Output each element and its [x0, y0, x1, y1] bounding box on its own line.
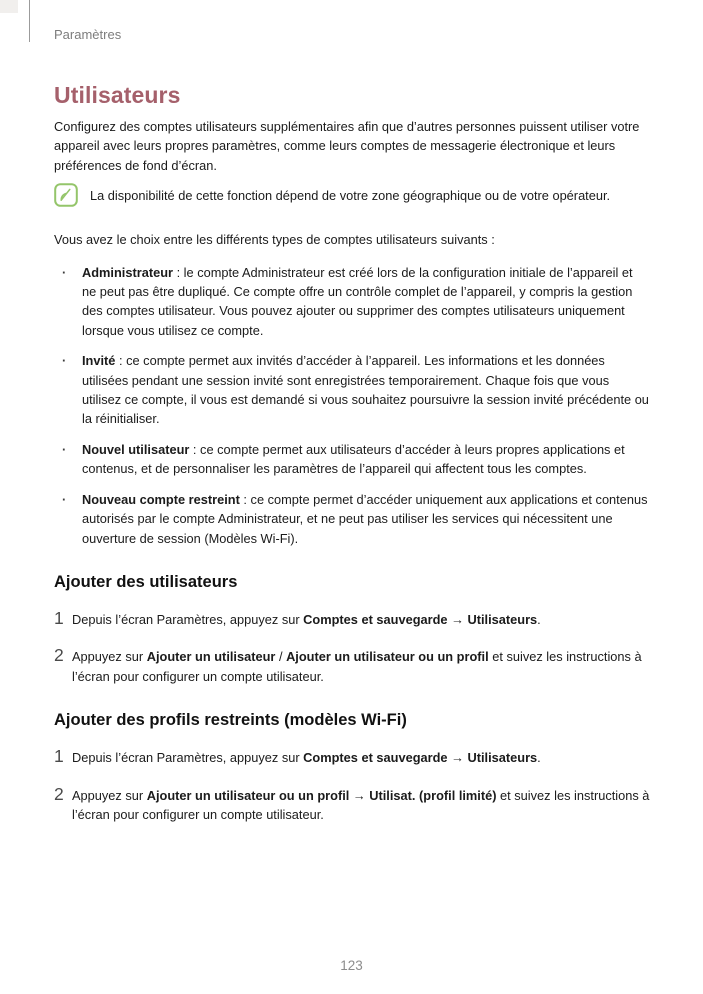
step-number: 1 [54, 607, 64, 628]
step-row [54, 609, 650, 629]
step-number: 2 [54, 783, 64, 804]
step-text: Depuis l’écran Paramètres, appuyez sur Comptes et sauvegarde → Utilisateurs. [72, 611, 541, 627]
list-item-nouveau-compte-restreint: · Nouveau compte restreint : ce compte permet d’accéder uniquement aux applications et contenus autorisés par le compte Administrateur, et ne peut pas utiliser les services qui nécessitent une ouverture de session (Modèles Wi-Fi). [54, 490, 650, 548]
choices-intro: Vous avez le choix entre les différents types de comptes utilisateurs suivants : [54, 232, 495, 248]
step-text: Appuyez sur Ajouter un utilisateur ou un profil → Utilisat. (profil limité) et suivez les instructions à l’écran pour configurer un compte utilisateur. [72, 787, 650, 822]
page-title: Utilisateurs [54, 82, 181, 108]
account-type-list [54, 263, 650, 548]
page-number: 123 [340, 958, 363, 973]
step-text: Appuyez sur Ajouter un utilisateur / Ajouter un utilisateur ou un profil et suivez les instructions à l’écran pour configurer un compte utilisateur. [72, 649, 642, 684]
step-row [54, 646, 650, 686]
running-header: Paramètres [54, 27, 122, 42]
section-heading-profils-restreints: Ajouter des profils restreints (modèles Wi-Fi) [54, 711, 407, 730]
intro-paragraph: Configurez des comptes utilisateurs supplémentaires afin que d’autres personnes puissent utiliser votre appareil avec leurs propres paramètres, comme leurs comptes de messagerie électronique et leurs préférences de fond d’écran. [54, 119, 640, 173]
scan-corner-artifact [0, 0, 18, 13]
step-row [54, 747, 650, 767]
step-text: Depuis l’écran Paramètres, appuyez sur Comptes et sauvegarde → Utilisateurs. [72, 750, 541, 766]
chapter-divider-rule [29, 0, 30, 42]
list-item-nouvel-utilisateur: · Nouvel utilisateur : ce compte permet aux utilisateurs d’accéder à leurs propres applications et contenus, et de personnaliser les paramètres de l’appareil qui affectent tous les comptes. [54, 440, 650, 479]
step-row [54, 785, 650, 825]
section-heading-ajouter-utilisateurs: Ajouter des utilisateurs [54, 572, 238, 591]
step-number: 2 [54, 645, 64, 666]
note-text: La disponibilité de cette fonction dépend de votre zone géographique ou de votre opérateur. [90, 187, 611, 203]
list-item-administrateur: · Administrateur : le compte Administrateur est créé lors de la configuration initiale de l’appareil et ne peut pas être dupliqué. Ce compte offre un contrôle complet de l’appareil, y compris la gestion des comptes utilisateur. Vous pouvez ajouter ou supprimer des comptes utilisateurs uniquement lorsque vous utilisez ce compte. [54, 263, 650, 341]
note-callout [54, 182, 650, 208]
step-number: 1 [54, 746, 64, 767]
note-pen-icon [54, 183, 78, 207]
list-item-invite: · Invité : ce compte permet aux invités d’accéder à l’appareil. Les informations et les données utilisées pendant une session invité sont enregistrées temporairement. Chaque fois que vous utilisez ce compte, il vous est demandé si vous souhaitez poursuivre la session invité précédente ou la réinitialiser. [54, 351, 650, 429]
